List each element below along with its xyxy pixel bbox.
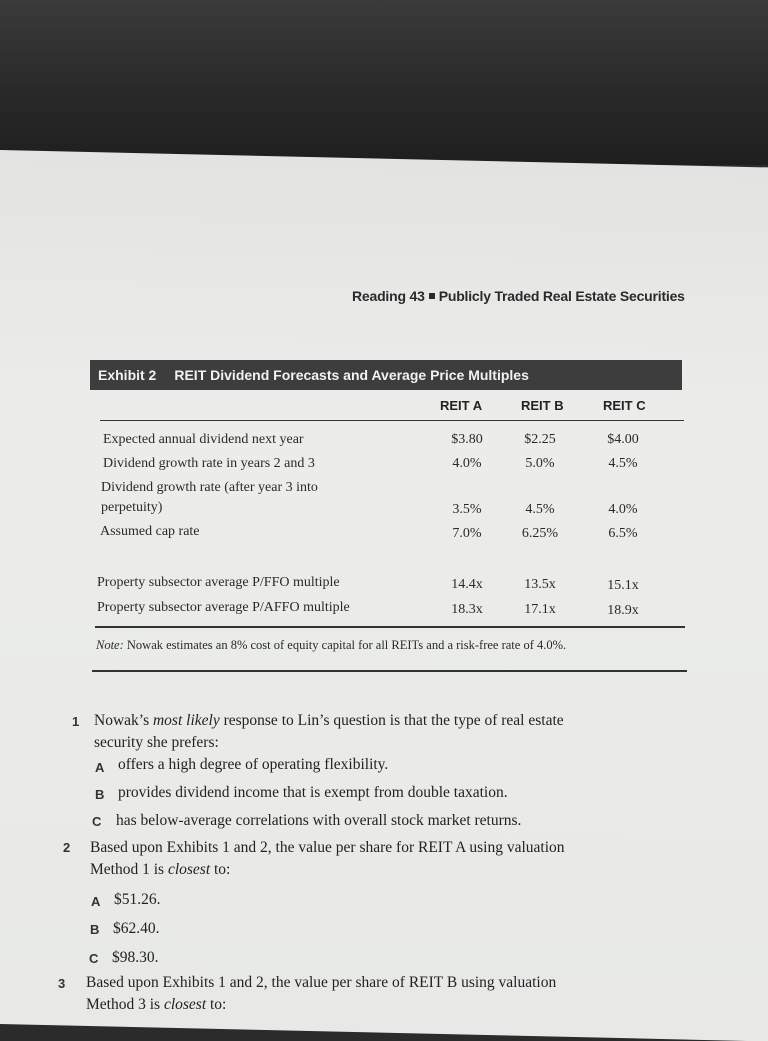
column-header-reit-a: REIT A bbox=[440, 398, 483, 413]
table-cell: 5.0% bbox=[525, 456, 555, 471]
page-content bbox=[0, 150, 768, 1024]
row-label: Assumed cap rate bbox=[100, 524, 200, 539]
table-cell: 13.5x bbox=[524, 577, 556, 592]
table-cell: 4.5% bbox=[608, 456, 638, 471]
option-letter: B bbox=[90, 922, 100, 937]
question-3-stem bbox=[86, 972, 556, 1016]
row-label: Dividend growth rate (after year 3 into bbox=[101, 480, 318, 495]
exhibit-title: REIT Dividend Forecasts and Average Price Multiples bbox=[174, 367, 529, 383]
option-letter: C bbox=[89, 951, 99, 966]
table-cell: $2.25 bbox=[524, 432, 556, 447]
table-cell: $3.80 bbox=[451, 432, 483, 447]
answer-option: $98.30. bbox=[112, 949, 159, 966]
question-text: to: bbox=[206, 996, 227, 1013]
question-number: 3 bbox=[58, 976, 66, 991]
question-2-stem bbox=[90, 837, 565, 881]
column-header-reit-b: REIT B bbox=[521, 398, 564, 413]
table-cell: 6.25% bbox=[521, 526, 559, 541]
question-number: 2 bbox=[63, 840, 71, 855]
table-cell: 3.5% bbox=[452, 502, 482, 517]
column-header-reit-c: REIT C bbox=[603, 398, 646, 413]
row-label: Expected annual dividend next year bbox=[103, 432, 304, 447]
table-bottom-rule bbox=[95, 626, 685, 628]
exhibit-note bbox=[96, 638, 566, 653]
note-text: Nowak estimates an 8% cost of equity capital for all REITs and a risk-free rate of 4.0%. bbox=[126, 638, 567, 652]
option-letter: A bbox=[95, 760, 105, 775]
answer-option: has below-average correlations with overall stock market returns. bbox=[116, 812, 522, 829]
table-cell: 7.0% bbox=[452, 526, 482, 541]
table-cell: 4.5% bbox=[525, 502, 555, 517]
answer-option: $62.40. bbox=[113, 920, 160, 937]
question-1-stem bbox=[94, 710, 564, 754]
table-cell: 6.5% bbox=[608, 526, 638, 541]
question-text: response to Lin’s question is that the type of real estate bbox=[219, 712, 564, 729]
background-dark-area bbox=[0, 0, 768, 165]
section-rule bbox=[92, 670, 687, 672]
table-cell: 17.1x bbox=[524, 602, 556, 617]
row-label-continued: perpetuity) bbox=[101, 500, 163, 515]
row-label: Property subsector average P/AFFO multiple bbox=[97, 600, 350, 615]
row-label: Dividend growth rate in years 2 and 3 bbox=[103, 456, 315, 471]
table-cell: 18.3x bbox=[451, 602, 483, 617]
table-cell: 18.9x bbox=[607, 603, 639, 618]
question-text: Method 3 is bbox=[86, 996, 164, 1013]
option-letter: A bbox=[91, 894, 101, 909]
answer-option: offers a high degree of operating flexibility. bbox=[118, 756, 389, 773]
exhibit-title-bar bbox=[90, 360, 682, 390]
reading-number: Reading 43 bbox=[352, 288, 425, 304]
table-cell: 4.0% bbox=[608, 502, 638, 517]
answer-option: $51.26. bbox=[114, 891, 161, 908]
option-letter: B bbox=[95, 787, 105, 802]
question-text: security she prefers: bbox=[94, 734, 219, 751]
question-emphasis: closest bbox=[163, 996, 207, 1013]
exhibit-number: Exhibit 2 bbox=[98, 367, 157, 383]
question-emphasis: most likely bbox=[152, 712, 220, 729]
option-letter: C bbox=[92, 814, 102, 829]
square-bullet-icon bbox=[429, 293, 435, 299]
note-prefix: Note: bbox=[96, 638, 124, 652]
question-text: Based upon Exhibits 1 and 2, the value per share of REIT B using valuation bbox=[86, 974, 557, 991]
answer-option: provides dividend income that is exempt from double taxation. bbox=[118, 784, 508, 801]
row-label: Property subsector average P/FFO multiple bbox=[97, 575, 340, 590]
question-text: Based upon Exhibits 1 and 2, the value per share for REIT A using valuation bbox=[90, 839, 565, 856]
question-text: Method 1 is bbox=[90, 861, 168, 878]
question-text: Nowak’s bbox=[94, 712, 153, 729]
table-cell: 4.0% bbox=[452, 456, 482, 471]
question-emphasis: closest bbox=[167, 861, 211, 878]
running-header bbox=[352, 288, 685, 304]
table-cell: $4.00 bbox=[607, 432, 639, 447]
table-cell: 14.4x bbox=[451, 577, 483, 592]
table-cell: 15.1x bbox=[607, 578, 639, 593]
question-text: to: bbox=[210, 861, 231, 878]
question-number: 1 bbox=[72, 714, 80, 729]
header-rule bbox=[100, 420, 684, 421]
reading-title: Publicly Traded Real Estate Securities bbox=[438, 288, 685, 304]
